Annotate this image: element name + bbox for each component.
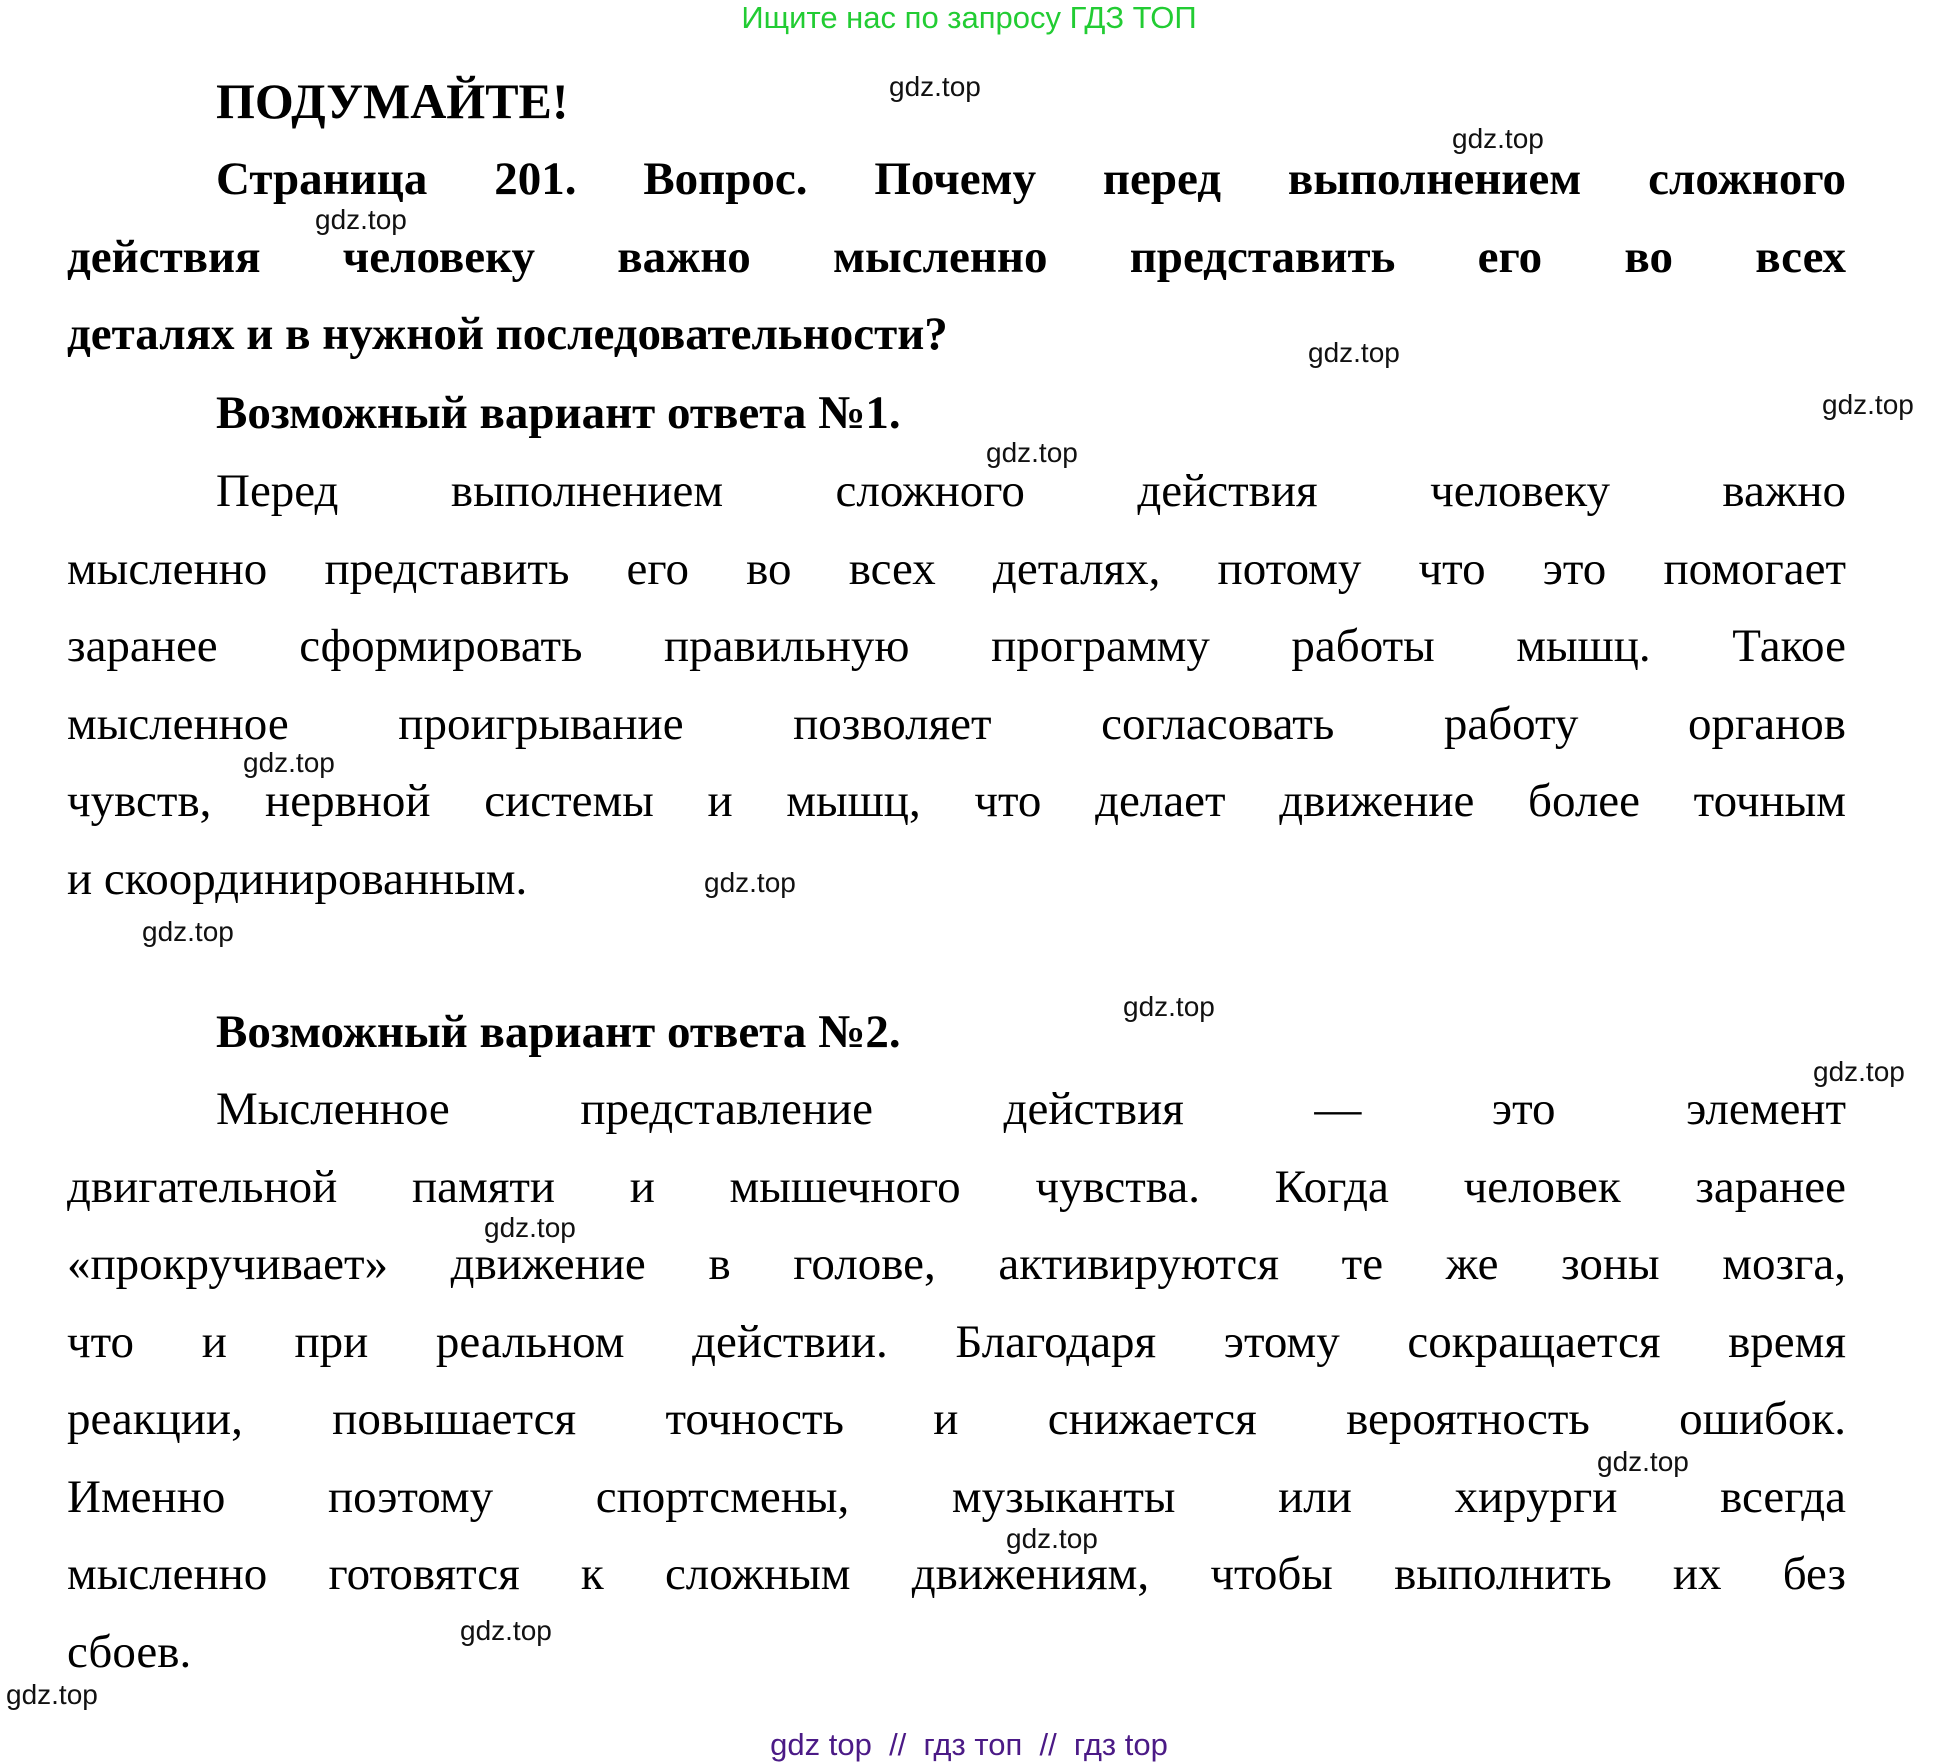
answer-line: Мысленное представление действия — это элемент (216, 1083, 1846, 1135)
watermark: gdz.top (704, 867, 796, 898)
page-title: ПОДУМАЙТЕ! (216, 73, 569, 129)
answer-line: мысленно готовятся к сложным движениям, чтобы выполнить их без (67, 1548, 1846, 1600)
watermark: gdz.top (1813, 1056, 1905, 1087)
answer2-text (67, 1071, 1846, 1691)
footer-links: gdz top // гдз топ // гдз top (770, 1727, 1168, 1762)
answer-line: мысленно представить его во всех деталях, потому что это помогает (67, 542, 1846, 595)
watermark: gdz.top (1123, 991, 1215, 1022)
answer-line: двигательной памяти и мышечного чувства. Когда человек заранее (67, 1160, 1846, 1213)
answer-line: «прокручивает» движение в голове, активируются те же зоны мозга, (67, 1238, 1846, 1290)
answer2-heading: Возможный вариант ответа №2. (216, 1006, 901, 1058)
watermark: gdz.top (986, 437, 1078, 468)
watermark: gdz.top (889, 71, 981, 102)
watermark: gdz.top (460, 1615, 552, 1646)
answer-line: Перед выполнением сложного действия человеку важно (216, 465, 1846, 517)
answer-line: Именно поэтому спортсмены, музыканты или хирурги всегда (67, 1470, 1846, 1523)
question (67, 141, 1846, 374)
answer1-text (67, 453, 1846, 918)
answer1-heading: Возможный вариант ответа №1. (216, 387, 901, 439)
watermark: gdz.top (1452, 123, 1544, 154)
watermark: gdz.top (142, 916, 234, 947)
watermark: gdz.top (484, 1212, 576, 1243)
question-line: деталях и в нужной последовательности? (67, 308, 948, 360)
watermark: gdz.top (6, 1679, 98, 1710)
question-line: Страница 201. Вопрос. Почему перед выполнением сложного (216, 153, 1846, 205)
search-hint-banner: Ищите нас по запросу ГДЗ ТОП (741, 0, 1197, 35)
question-line: действия человеку важно мысленно представить его во всех (67, 230, 1846, 283)
answer-line: реакции, повышается точность и снижается вероятность ошибок. (67, 1393, 1846, 1445)
watermark: gdz.top (243, 747, 335, 778)
answer-line: что и при реальном действии. Благодаря этому сокращается время (67, 1315, 1846, 1368)
answer-line: мысленное проигрывание позволяет согласовать работу органов (67, 697, 1846, 750)
watermark: gdz.top (1308, 337, 1400, 368)
answer-line: заранее сформировать правильную программу работы мышц. Такое (67, 620, 1846, 672)
answer-line: чувств, нервной системы и мышц, что делает движение более точным (67, 775, 1846, 827)
watermark: gdz.top (1822, 389, 1914, 420)
watermark: gdz.top (1597, 1446, 1689, 1477)
watermark: gdz.top (315, 204, 407, 235)
watermark: gdz.top (1006, 1523, 1098, 1554)
answer-line: сбоев. (67, 1625, 192, 1678)
answer-line: и скоординированным. (67, 852, 528, 905)
